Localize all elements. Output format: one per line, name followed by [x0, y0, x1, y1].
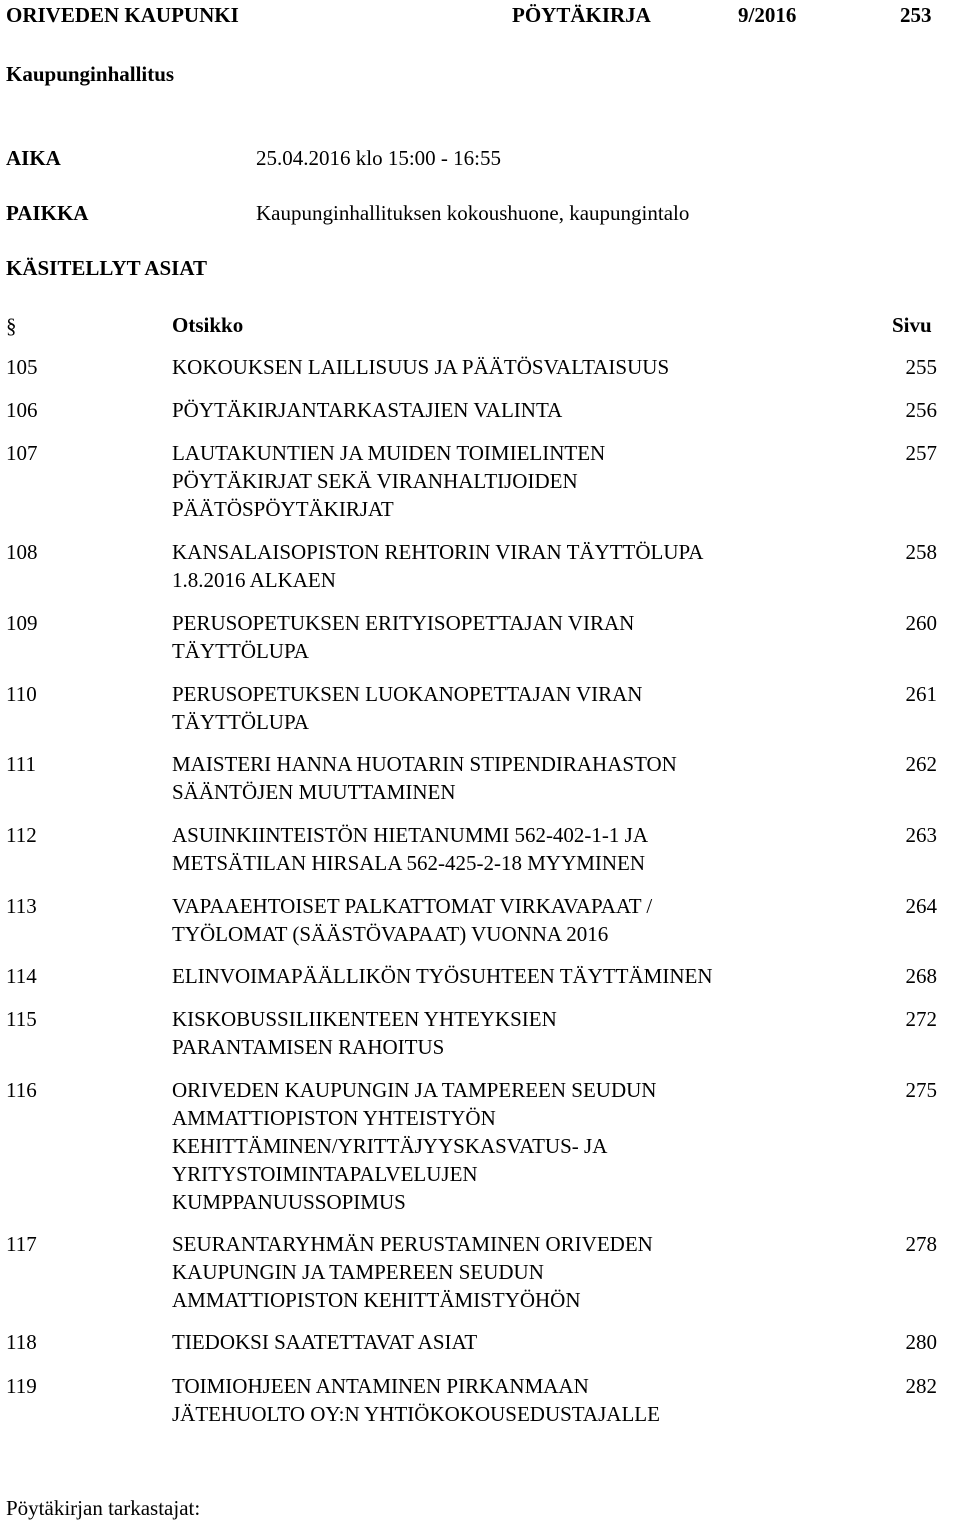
item-number: 117 — [6, 1232, 37, 1256]
item-title: KISKOBUSSILIIKENTEEN YHTEYKSIEN PARANTAMISEN RAHOITUS — [172, 1007, 557, 1059]
paikka-label: PAIKKA — [6, 201, 89, 225]
column-header-page: Sivu — [892, 313, 932, 337]
paikka-value: Kaupunginhallituksen kokoushuone, kaupungintalo — [256, 201, 690, 225]
item-title: PERUSOPETUKSEN LUOKANOPETTAJAN VIRAN TÄYTTÖLUPA — [172, 682, 643, 734]
section-mark: § — [6, 314, 17, 338]
item-number: 109 — [6, 611, 38, 635]
item-number: 106 — [6, 398, 38, 422]
item-page: 278 — [905, 1232, 937, 1256]
item-page: 260 — [905, 611, 937, 635]
item-number: 114 — [6, 964, 37, 988]
item-page: 262 — [905, 752, 937, 776]
item-page: 264 — [905, 894, 937, 918]
header-doc-number: 9/2016 — [738, 3, 797, 27]
item-page: 257 — [905, 441, 937, 465]
item-title: ELINVOIMAPÄÄLLIKÖN TYÖSUHTEEN TÄYTTÄMINEN — [172, 964, 713, 988]
item-number: 113 — [6, 894, 37, 918]
item-number: 116 — [6, 1078, 37, 1102]
item-page: 272 — [905, 1007, 937, 1031]
aika-label: AIKA — [6, 146, 61, 170]
item-page: 258 — [905, 540, 937, 564]
item-page: 261 — [905, 682, 937, 706]
item-title: PÖYTÄKIRJANTARKASTAJIEN VALINTA — [172, 398, 563, 422]
header-city: ORIVEDEN KAUPUNKI — [6, 3, 239, 27]
item-title: ORIVEDEN KAUPUNGIN JA TAMPEREEN SEUDUN AMMATTIOPISTON YHTEISTYÖN KEHITTÄMINEN/YRITTÄJYYSKASVATUS- JA YRITYSTOIMINTAPALVELUJEN KUMPPANUUSSOPIMUS — [172, 1078, 657, 1214]
item-number: 118 — [6, 1330, 37, 1354]
item-title: PERUSOPETUKSEN ERITYISOPETTAJAN VIRAN TÄYTTÖLUPA — [172, 611, 635, 663]
item-title: TOIMIOHJEEN ANTAMINEN PIRKANMAAN JÄTEHUOLTO OY:N YHTIÖKOKOUSEDUSTAJALLE — [172, 1374, 660, 1426]
reviewers-label: Pöytäkirjan tarkastajat: — [6, 1496, 201, 1520]
item-page: 280 — [905, 1330, 937, 1354]
item-number: 110 — [6, 682, 37, 706]
item-page: 263 — [905, 823, 937, 847]
item-title: LAUTAKUNTIEN JA MUIDEN TOIMIELINTEN PÖYTÄKIRJAT SEKÄ VIRANHALTIJOIDEN PÄÄTÖSPÖYTÄKIRJAT — [172, 441, 606, 521]
item-title: TIEDOKSI SAATETTAVAT ASIAT — [172, 1330, 478, 1354]
column-header-title: Otsikko — [172, 313, 244, 337]
item-number: 105 — [6, 355, 38, 379]
item-number: 115 — [6, 1007, 37, 1031]
item-title: KOKOUKSEN LAILLISUUS JA PÄÄTÖSVALTAISUUS — [172, 355, 670, 379]
item-number: 119 — [6, 1374, 37, 1398]
item-title: ASUINKIINTEISTÖN HIETANUMMI 562-402-1-1 JA METSÄTILAN HIRSALA 562-425-2-18 MYYMINEN — [172, 823, 649, 875]
item-page: 268 — [905, 964, 937, 988]
header-page-number: 253 — [900, 3, 932, 27]
item-title: SEURANTARYHMÄN PERUSTAMINEN ORIVEDEN KAUPUNGIN JA TAMPEREEN SEUDUN AMMATTIOPISTON KEHITTÄMISTYÖHÖN — [172, 1232, 653, 1312]
aika-value: 25.04.2016 klo 15:00 - 16:55 — [256, 146, 501, 170]
item-page: 282 — [905, 1374, 937, 1398]
item-page: 256 — [905, 398, 937, 422]
header-doc-type: PÖYTÄKIRJA — [512, 3, 651, 27]
item-page: 255 — [905, 355, 937, 379]
agenda-heading: KÄSITELLYT ASIAT — [6, 256, 207, 280]
header-body-name: Kaupunginhallitus — [6, 62, 175, 86]
item-number: 108 — [6, 540, 38, 564]
item-number: 112 — [6, 823, 37, 847]
item-number: 111 — [6, 752, 36, 776]
item-title: MAISTERI HANNA HUOTARIN STIPENDIRAHASTON SÄÄNTÖJEN MUUTTAMINEN — [172, 752, 677, 804]
item-title: KANSALAISOPISTON REHTORIN VIRAN TÄYTTÖLUPA 1.8.2016 ALKAEN — [172, 540, 704, 592]
item-title: VAPAAEHTOISET PALKATTOMAT VIRKAVAPAAT / TYÖLOMAT (SÄÄSTÖVAPAAT) VUONNA 2016 — [172, 894, 653, 946]
item-number: 107 — [6, 441, 38, 465]
item-page: 275 — [905, 1078, 937, 1102]
